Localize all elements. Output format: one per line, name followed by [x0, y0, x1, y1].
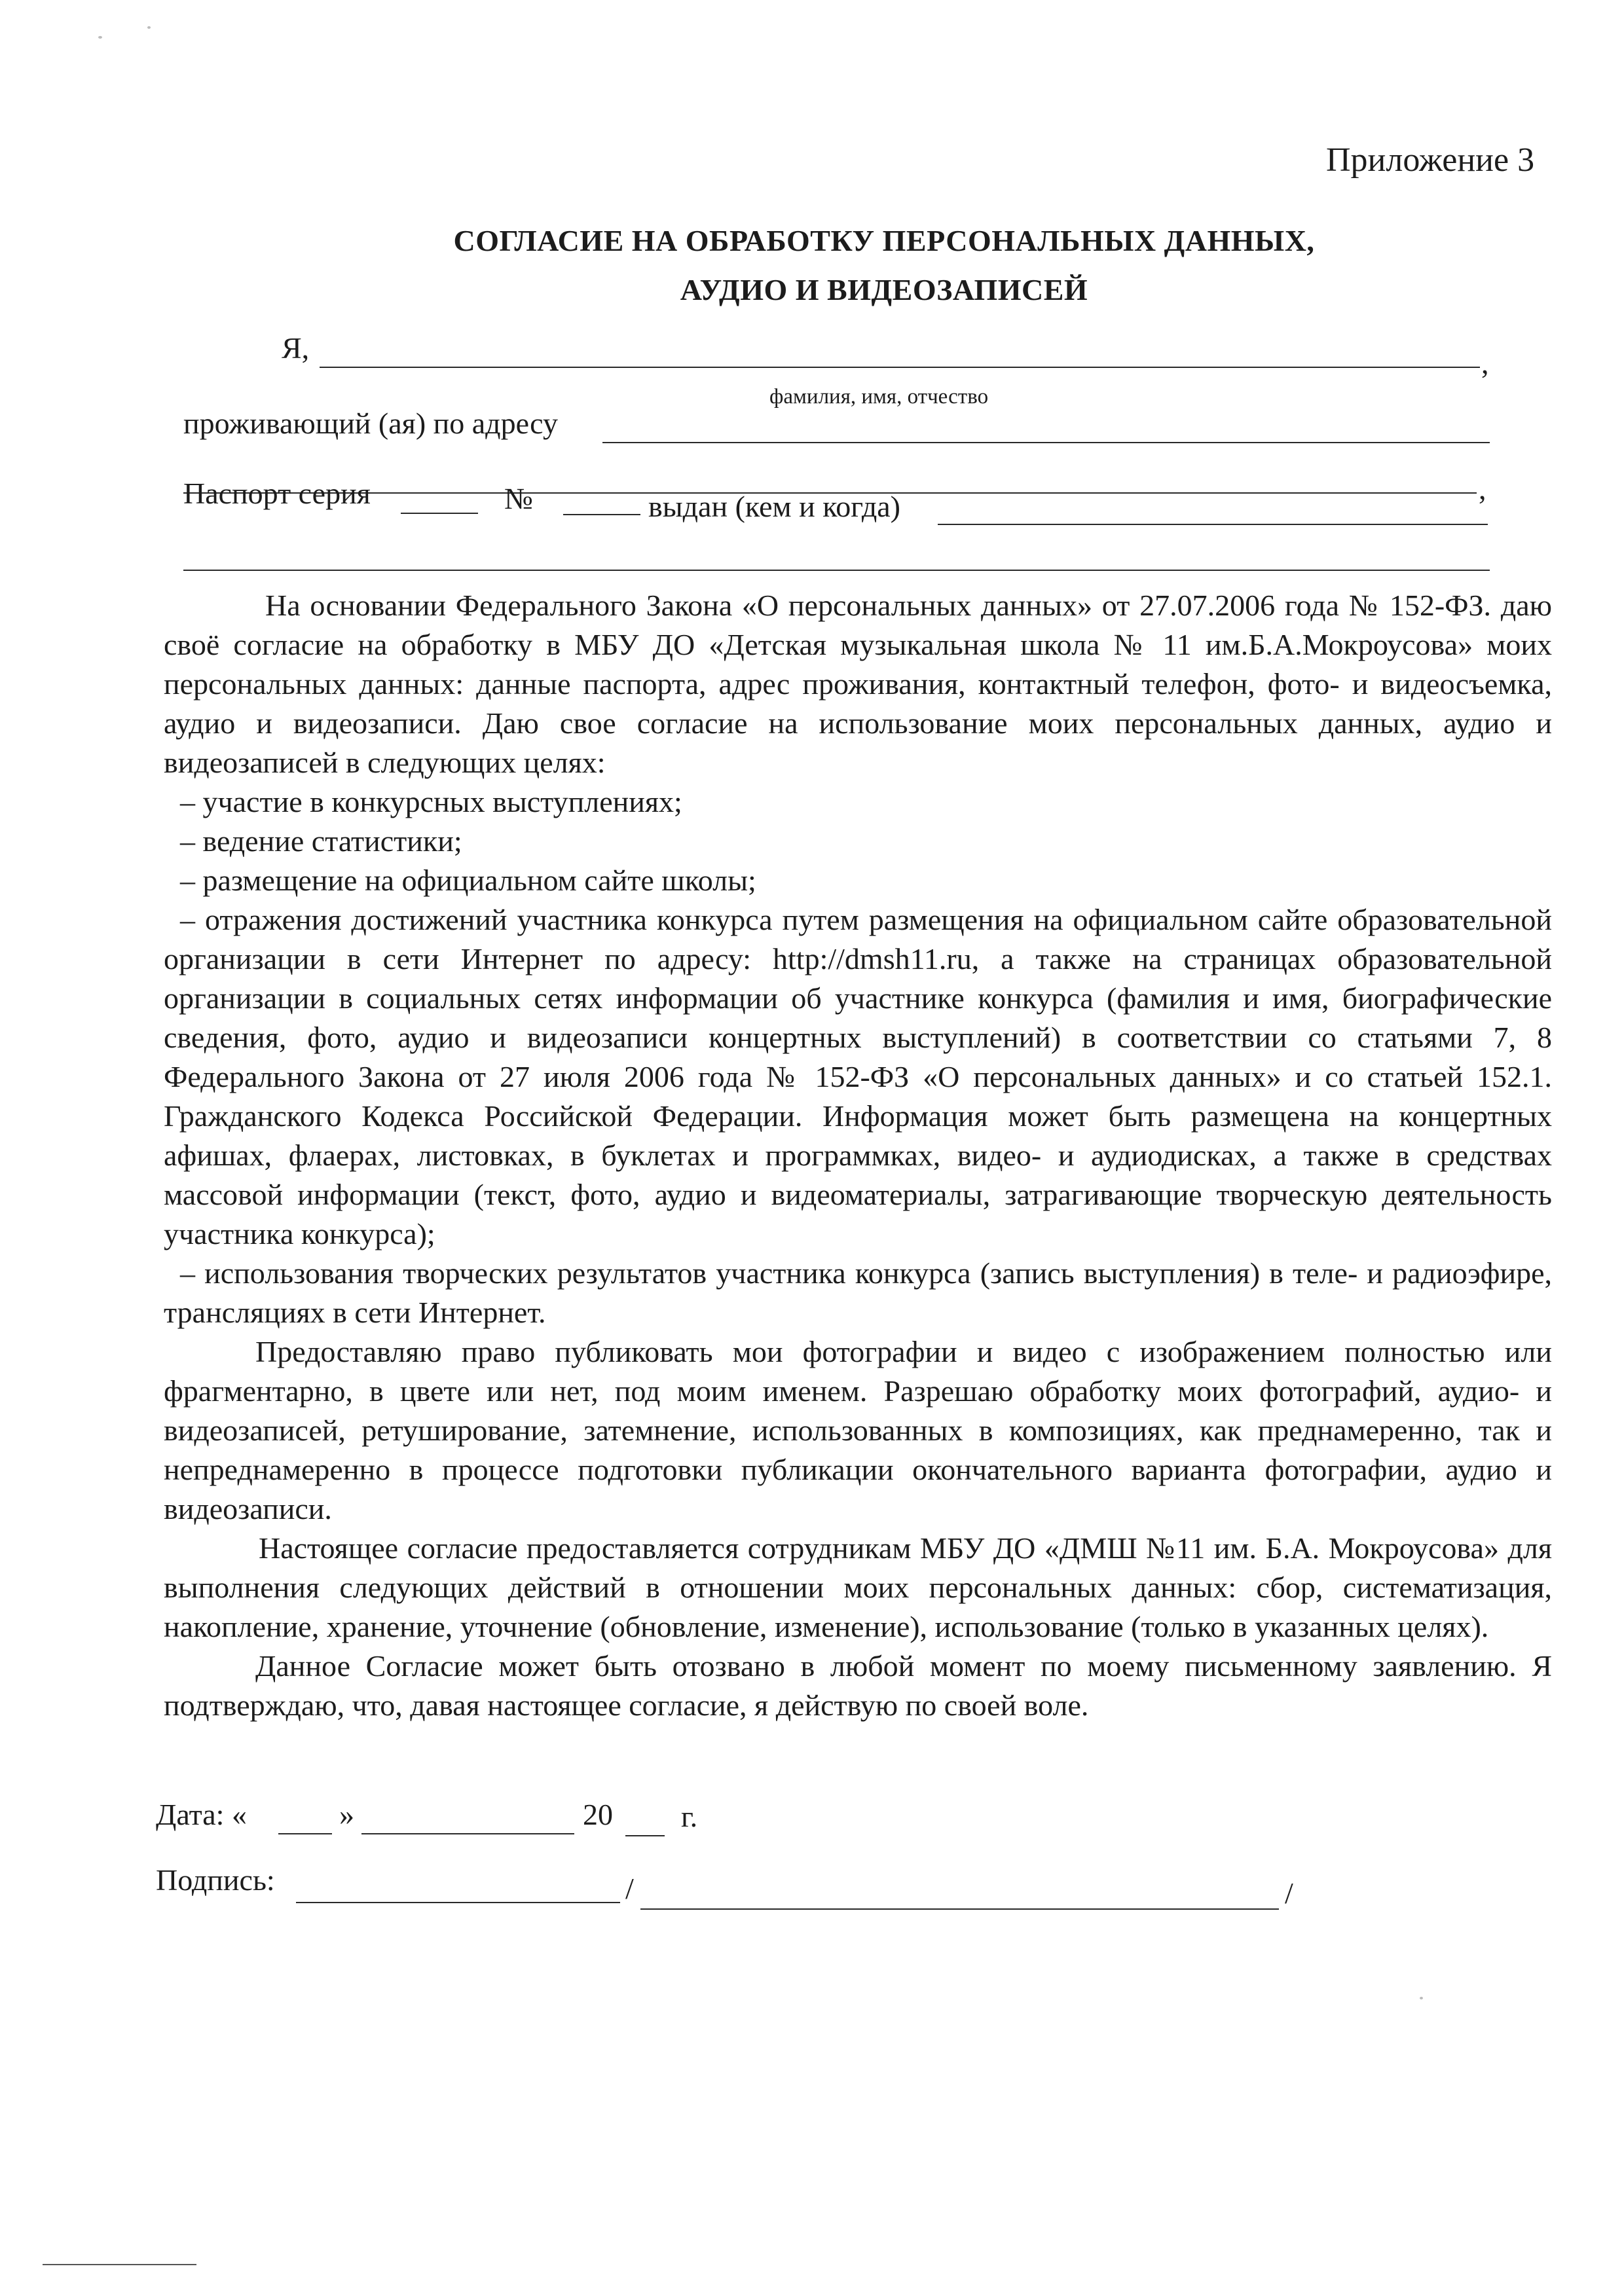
year-suffix: г.: [681, 1800, 698, 1833]
scan-speck: [147, 26, 151, 29]
fio-comma: ,: [1481, 346, 1489, 380]
date-label: Дата: «: [156, 1798, 247, 1831]
passport-series-field[interactable]: [401, 513, 478, 514]
year-prefix: 20: [583, 1798, 613, 1831]
fio-field-line[interactable]: [320, 367, 1480, 368]
issued-field-line-1[interactable]: [938, 524, 1488, 525]
title-line-2: АУДИО И ВИДЕОЗАПИСЕЙ: [680, 273, 1088, 306]
purpose-item-3: – размещение на официальном сайте школы;: [180, 864, 756, 897]
paragraph-legal-basis: На основании Федерального Закона «О персональных данных» от 27.07.2006 года № 152-ФЗ. даю своё согласие на обработку в МБУ ДО «Детская музыкальная школа № 11 им.Б.А.Мокроусова» моих персональных данных: данные паспорта, адрес проживания, контактный телефон, фото- и видеосъемка, аудио и видеозаписи. Даю свое согласие на использование моих персональных данных, аудио и видеозаписей в следующих целях:: [164, 589, 1552, 779]
date-close-quote: »: [339, 1798, 354, 1831]
document-title: [367, 216, 1401, 314]
purpose-item-2: – ведение статистики;: [180, 824, 462, 858]
passport-number-field[interactable]: [563, 514, 640, 515]
date-day-field[interactable]: [278, 1833, 332, 1834]
consent-body: [164, 586, 1552, 1725]
date-year-field[interactable]: [625, 1835, 665, 1836]
appendix-label: Приложение 3: [1326, 141, 1535, 179]
scan-speck: [1420, 1997, 1423, 1999]
bottom-edge-rule: [43, 2264, 196, 2265]
purpose-item-4: – отражения достижений участника конкурса путем размещения на официальном сайте образовательной организации в сети Интернет по адресу: http://dmsh11.ru, а также на страницах образовательной организации в социальных сетях информации об участнике конкурса (фамилия и имя, биографические сведения, фото, аудио и видеозаписи концертных выступлений) в соответствии со статьями 7, 8 Федерального Закона от 27 июля 2006 года № 152-ФЗ «О персональных данных» и со статьей 152.1. Гражданского Кодекса Российской Федерации. Информация может быть размещена на концертных афишах, флаерах, листовках, в буклетах и программках, видео- и аудиодисках, а также в средствах массовой информации (текст, фото, аудио и видеоматериалы, затрагивающие творческую деятельность участника конкурса);: [164, 903, 1552, 1250]
paragraph-photo-rights: Предоставляю право публиковать мои фотографии и видео с изображением полностью или фрагментарно, в цвете или нет, под моим именем. Разрешаю обработку моих фотографий, аудио- и видеозаписей, ретуширование, затемнение, использованных в композициях, как преднамеренно, так и непреднамеренно в процессе подготовки публикации окончательного варианта фотографии, аудио и видеозаписи.: [164, 1335, 1552, 1525]
signature-name-field[interactable]: [640, 1908, 1279, 1910]
purpose-item-5: – использования творческих результатов участника конкурса (запись выступления) в теле- и радиоэфире, трансляциях в сети Интернет.: [164, 1256, 1552, 1329]
signature-label: Подпись:: [156, 1863, 275, 1897]
issued-field-line-2[interactable]: [183, 570, 1490, 571]
passport-number-label: №: [504, 482, 533, 515]
purpose-item-1: – участие в конкурсных выступлениях;: [180, 785, 682, 818]
paragraph-revocation: Данное Согласие может быть отозвано в любой момент по моему письменному заявлению. Я подтверждаю, что, давая настоящее согласие, я действую по своей воле.: [164, 1649, 1552, 1722]
signature-field[interactable]: [296, 1902, 620, 1903]
paragraph-staff-consent: Настоящее согласие предоставляется сотрудникам МБУ ДО «ДМШ №11 им. Б.А. Мокроусова» для выполнения следующих действий в отношении моих персональных данных: сбор, систематизация, накопление, хранение, уточнение (обновление, изменение), использование (только в указанных целях).: [164, 1531, 1552, 1643]
address-field-line-1[interactable]: [602, 442, 1490, 443]
i-label: Я,: [282, 331, 310, 365]
address-label: проживающий (ая) по адресу: [183, 407, 558, 440]
fio-hint: фамилия, имя, отчество: [769, 385, 989, 409]
issued-label: выдан (кем и когда): [648, 490, 900, 523]
passport-series-label: Паспорт серия: [183, 477, 371, 510]
address-comma: ,: [1479, 472, 1486, 505]
signature-slash-1: /: [625, 1872, 634, 1905]
signature-slash-2: /: [1285, 1876, 1293, 1910]
scan-speck: [98, 36, 102, 39]
title-line-1: СОГЛАСИЕ НА ОБРАБОТКУ ПЕРСОНАЛЬНЫХ ДАННЫХ,: [453, 224, 1315, 257]
date-month-field[interactable]: [361, 1833, 574, 1834]
